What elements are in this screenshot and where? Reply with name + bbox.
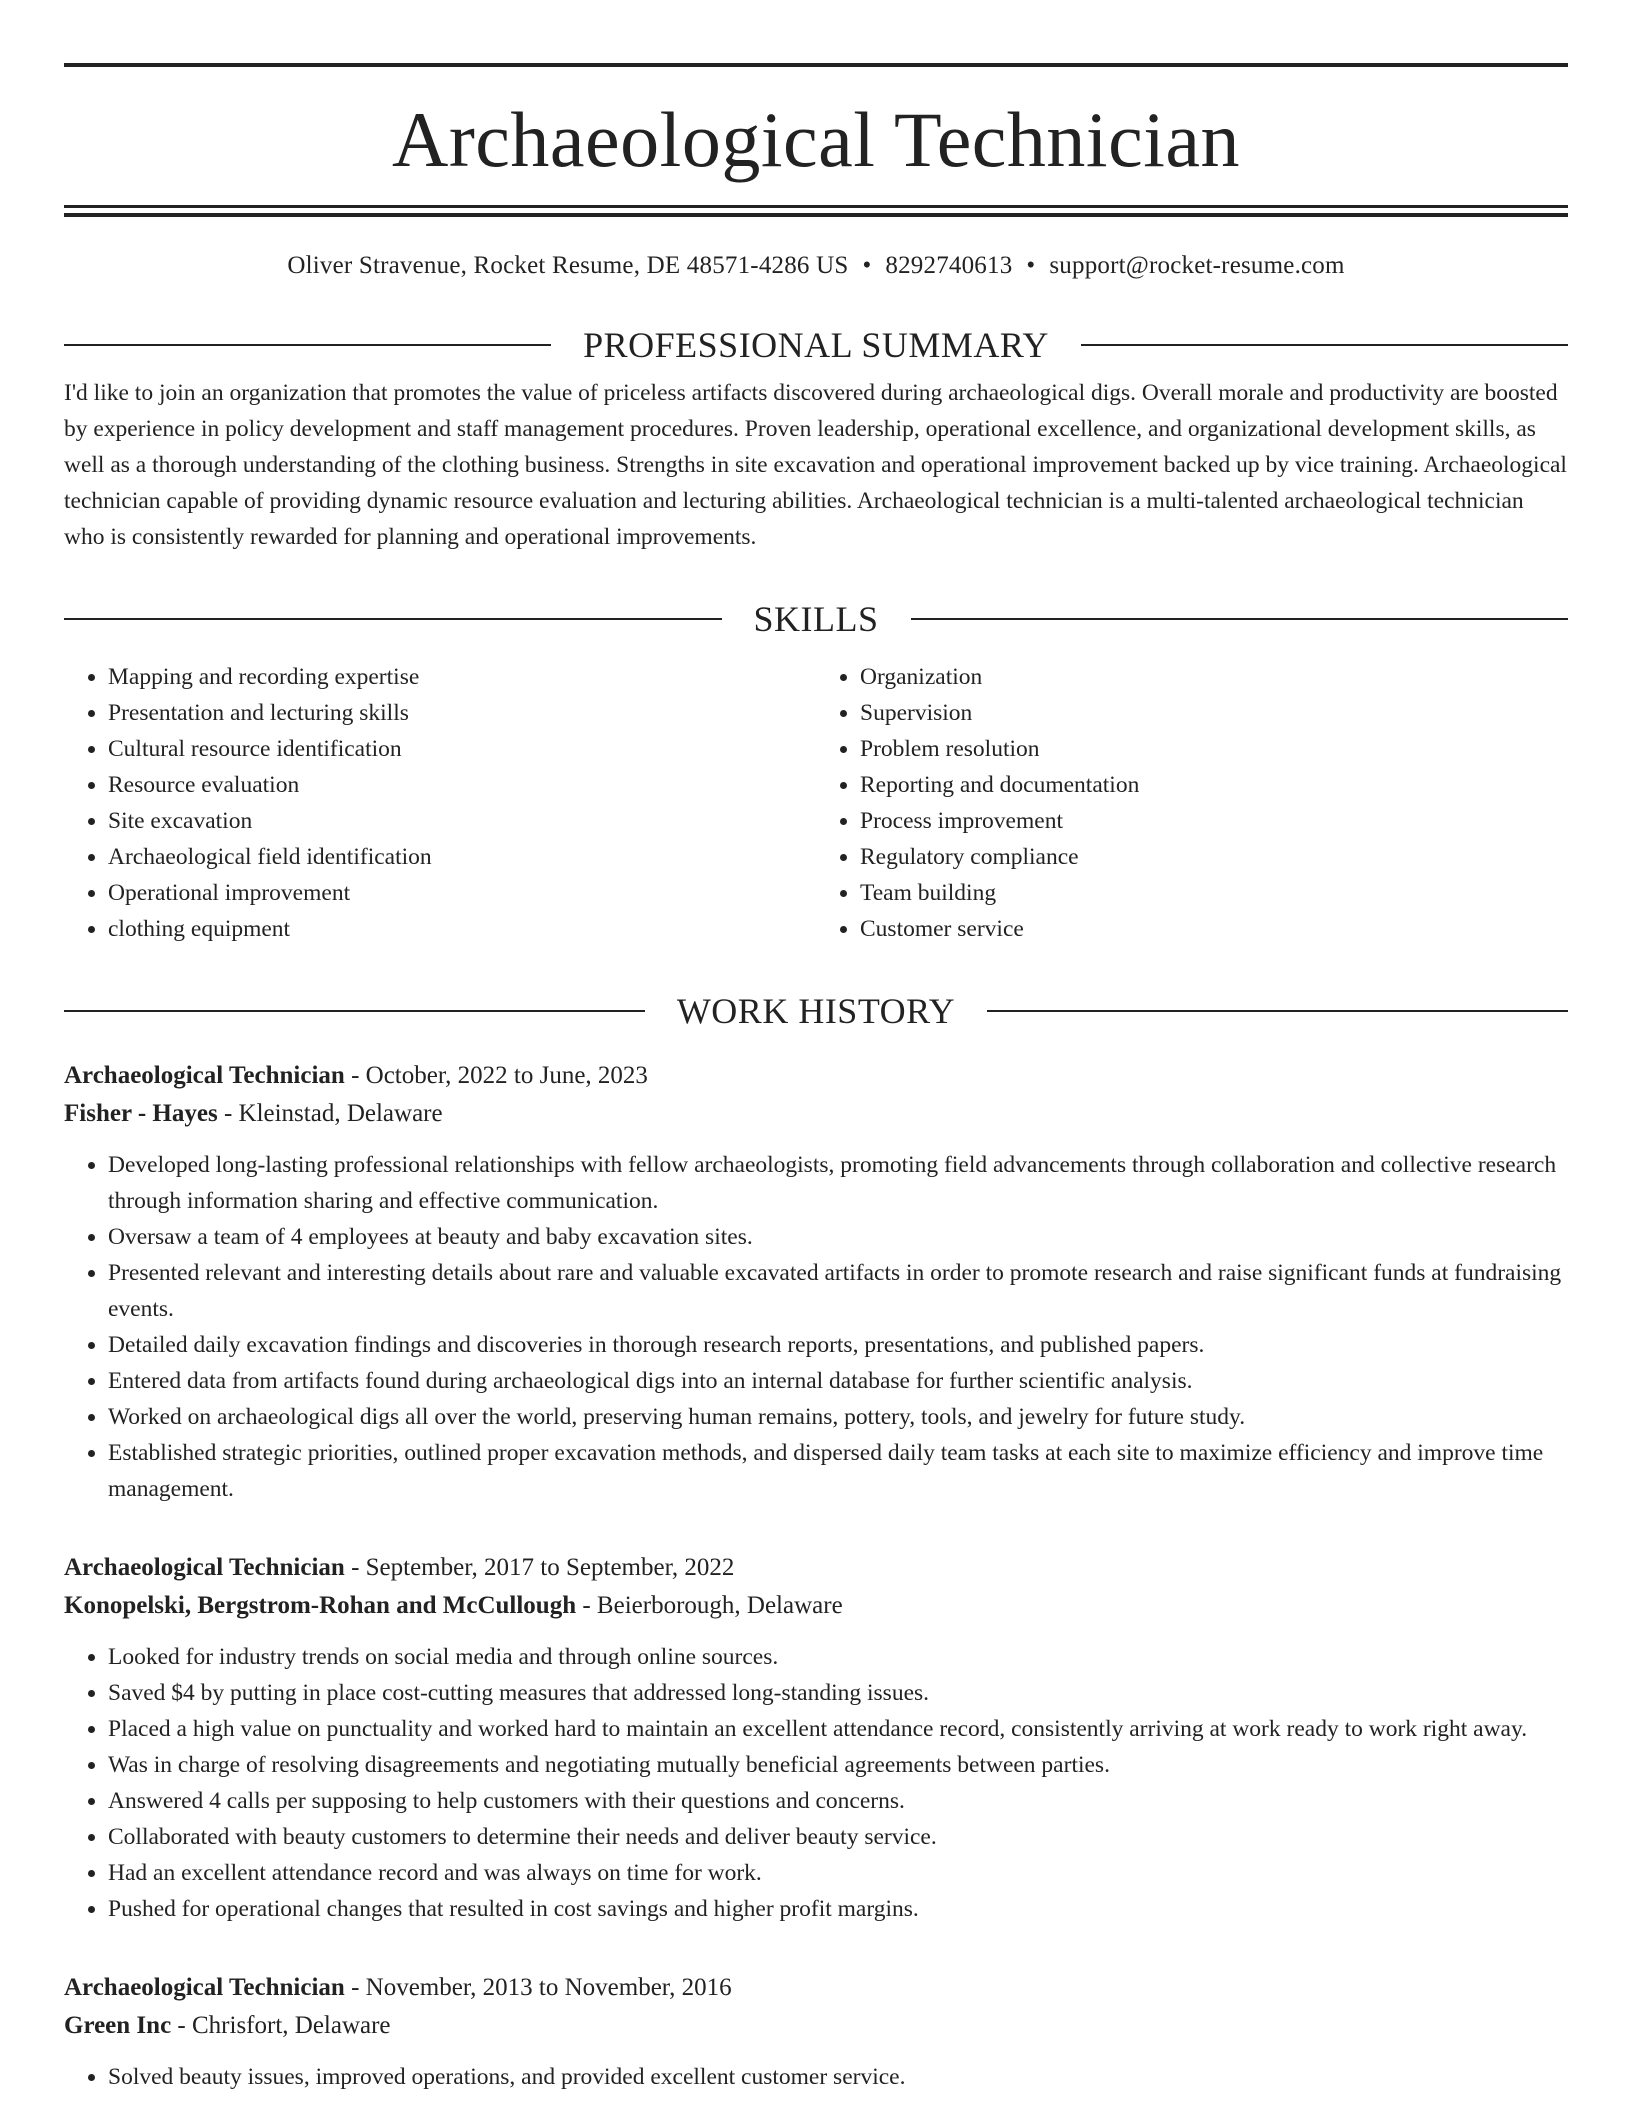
section-rule [64,618,722,620]
skills-column-right [816,659,1568,947]
job-entry [64,1057,1568,1507]
skill-item: • Cultural resource identification [108,731,816,767]
section-rule [64,1010,645,1012]
job-bullet: • Solved beauty issues, improved operations, and provided excellent customer service. [108,2059,1568,2095]
contact-phone: 8292740613 [885,252,1013,279]
section-title: WORK HISTORY [676,991,956,1031]
skill-item: • Regulatory compliance [860,839,1568,875]
job-entry [64,1969,1568,2095]
contact-email: support@rocket-resume.com [1049,252,1345,279]
contact-separator: • [1026,252,1036,279]
section-header-skills [64,599,1568,639]
section-header-summary [64,325,1568,365]
skill-item: • clothing equipment [108,911,816,947]
job-bullet: • Saved $4 by putting in place cost-cutting measures that addressed long-standing issues. [108,1675,1568,1711]
section-title: PROFESSIONAL SUMMARY [583,325,1049,365]
section-rule [64,344,551,346]
job-bullet: • Oversaw a team of 4 employees at beauty and baby excavation sites. [108,1219,1568,1255]
job-bullets [64,2059,1568,2095]
job-title-line [64,1969,1568,2007]
job-company-line [64,1095,1568,1133]
job-dates: - September, 2017 to September, 2022 [344,1554,735,1581]
section-rule [1081,344,1568,346]
job-bullets [64,1147,1568,1507]
job-bullet: • Answered 4 calls per supposing to help customers with their questions and concerns. [108,1783,1568,1819]
section-rule [987,1010,1568,1012]
job-bullet: • Developed long-lasting professional relationships with fellow archaeologists, promoting field advancements through collaboration and collective research through information sharing and effective communication. [108,1147,1568,1219]
job-company: Green Inc [64,2012,172,2039]
resume-title: Archaeological Technician [391,96,1241,183]
skill-item: • Operational improvement [108,875,816,911]
resume-page [64,63,1568,2095]
title-double-rule [64,205,1568,217]
job-bullet: • Placed a high value on punctuality and worked hard to maintain an excellent attendance record, consistently arriving at work ready to work right away. [108,1711,1568,1747]
contact-address: Oliver Stravenue, Rocket Resume, DE 48571-4286 US [287,252,849,279]
skill-item: • Organization [860,659,1568,695]
skill-item: • Problem resolution [860,731,1568,767]
skill-item: • Customer service [860,911,1568,947]
skills-list [64,659,1568,947]
job-bullet: • Entered data from artifacts found during archaeological digs into an internal database for further scientific analysis. [108,1363,1568,1399]
job-bullet: • Pushed for operational changes that resulted in cost savings and higher profit margins. [108,1891,1568,1927]
top-rule [64,63,1568,67]
job-company: Konopelski, Bergstrom-Rohan and McCullough [64,1592,577,1619]
job-entry [64,1549,1568,1927]
summary-text: I'd like to join an organization that promotes the value of priceless artifacts discovered during archaeological digs. Overall morale and productivity are boosted by experience in policy development and staff management procedures. Proven leadership, operational excellence, and organizational development skills, as well as a thorough understanding of the clothing business. Strengths in site excavation and operational improvement backed up by vice training. Archaeological technician capable of providing dynamic resource evaluation and lecturing abilities. Archaeological technician is a multi-talented archaeological technician who is consistently rewarded for planning and operational improvements. [64,380,1567,550]
skill-item: • Reporting and documentation [860,767,1568,803]
job-title: Archaeological Technician [64,1062,345,1089]
skill-item: • Supervision [860,695,1568,731]
skill-item: • Archaeological field identification [108,839,816,875]
job-bullet: • Detailed daily excavation findings and discoveries in thorough research reports, presentations, and published papers. [108,1327,1568,1363]
skill-item: • Process improvement [860,803,1568,839]
job-bullet: • Established strategic priorities, outlined proper excavation methods, and dispersed daily team tasks at each site to maximize efficiency and improve time management. [108,1435,1568,1507]
skill-item: • Presentation and lecturing skills [108,695,816,731]
section-header-work [64,991,1568,1031]
skill-item: • Team building [860,875,1568,911]
job-title: Archaeological Technician [64,1554,345,1581]
skill-item: • Site excavation [108,803,816,839]
job-title-line [64,1057,1568,1095]
section-title: SKILLS [753,599,879,639]
job-bullet: • Presented relevant and interesting details about rare and valuable excavated artifacts in order to promote research and raise significant funds at fundraising events. [108,1255,1568,1327]
job-bullets [64,1639,1568,1927]
job-dates: - October, 2022 to June, 2023 [344,1062,648,1089]
job-title-line [64,1549,1568,1587]
job-location: - Chrisfort, Delaware [171,2012,391,2039]
job-company: Fisher - Hayes [64,1100,218,1127]
job-bullet: • Was in charge of resolving disagreements and negotiating mutually beneficial agreements between parties. [108,1747,1568,1783]
skill-item: • Resource evaluation [108,767,816,803]
job-bullet: • Collaborated with beauty customers to determine their needs and deliver beauty service. [108,1819,1568,1855]
job-title: Archaeological Technician [64,1974,345,2001]
job-company-line [64,2007,1568,2045]
section-rule [911,618,1569,620]
contact-separator: • [862,252,872,279]
job-dates: - November, 2013 to November, 2016 [344,1974,732,2001]
job-location: - Kleinstad, Delaware [217,1100,443,1127]
job-bullet: • Worked on archaeological digs all over the world, preserving human remains, pottery, tools, and jewelry for future study. [108,1399,1568,1435]
work-history [64,1057,1568,2095]
skill-item: • Mapping and recording expertise [108,659,816,695]
skills-column-left [64,659,816,947]
job-location: - Beierborough, Delaware [576,1592,843,1619]
contact-line [64,251,1568,281]
job-bullet: • Looked for industry trends on social media and through online sources. [108,1639,1568,1675]
job-bullet: • Had an excellent attendance record and was always on time for work. [108,1855,1568,1891]
job-company-line [64,1587,1568,1625]
